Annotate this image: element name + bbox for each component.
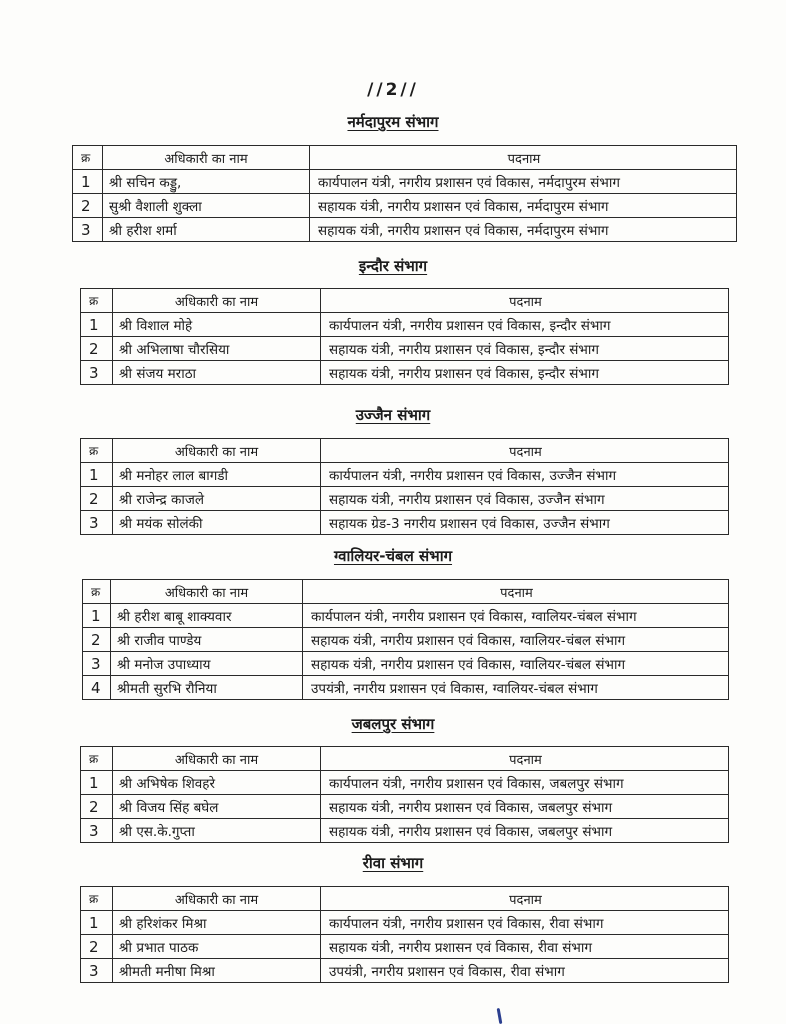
- designation-cell: कार्यपालन यंत्री, नगरीय प्रशासन एवं विकास, ग्वालियर-चंबल संभाग: [303, 604, 729, 628]
- table-row: [81, 935, 729, 959]
- officer-name-cell: श्री राजेन्द्र काजले: [113, 487, 321, 511]
- designation-cell: उपयंत्री, नगरीय प्रशासन एवं विकास, ग्वालियर-चंबल संभाग: [303, 676, 729, 700]
- section-title: ग्वालियर-चंबल संभाग: [333, 547, 453, 565]
- serial-cell: 4: [83, 676, 111, 700]
- officer-name-cell: श्री हरीश शर्मा: [103, 218, 310, 242]
- section-title: रीवा संभाग: [362, 854, 424, 872]
- designation-cell: सहायक यंत्री, नगरीय प्रशासन एवं विकास, ग्वालियर-चंबल संभाग: [303, 652, 729, 676]
- designation-cell: सहायक यंत्री, नगरीय प्रशासन एवं विकास, रीवा संभाग: [321, 935, 729, 959]
- header-serial: क्र: [81, 747, 113, 771]
- section-title: जबलपुर संभाग: [351, 715, 435, 733]
- serial-cell: 1: [83, 604, 111, 628]
- serial-cell: 1: [81, 313, 113, 337]
- table-header-row: [81, 887, 729, 911]
- table-row: [81, 337, 729, 361]
- table-row: [81, 795, 729, 819]
- header-serial: क्र: [81, 887, 113, 911]
- officer-name-cell: सुश्री वैशाली शुक्ला: [103, 194, 310, 218]
- table-header-row: [81, 747, 729, 771]
- table-row: [73, 218, 737, 242]
- table-header-row: [81, 439, 729, 463]
- designation-cell: कार्यपालन यंत्री, नगरीय प्रशासन एवं विकास, रीवा संभाग: [321, 911, 729, 935]
- designation-cell: कार्यपालन यंत्री, नगरीय प्रशासन एवं विकास, जबलपुर संभाग: [321, 771, 729, 795]
- table-row: [83, 676, 729, 700]
- serial-cell: 3: [81, 959, 113, 983]
- table-row: [73, 194, 737, 218]
- header-serial: क्र: [81, 439, 113, 463]
- designation-cell: सहायक यंत्री, नगरीय प्रशासन एवं विकास, ग्वालियर-चंबल संभाग: [303, 628, 729, 652]
- serial-cell: 2: [73, 194, 103, 218]
- table-row: [83, 628, 729, 652]
- table-row: [73, 170, 737, 194]
- officer-name-cell: श्री विशाल मोहे: [113, 313, 321, 337]
- header-designation: पदनाम: [303, 580, 729, 604]
- designation-cell: सहायक यंत्री, नगरीय प्रशासन एवं विकास, नर्मदापुरम संभाग: [310, 194, 737, 218]
- officer-table: [80, 886, 729, 983]
- officer-name-cell: श्री सचिन कड्डु,: [103, 170, 310, 194]
- officer-name-cell: श्री प्रभात पाठक: [113, 935, 321, 959]
- designation-cell: सहायक यंत्री, नगरीय प्रशासन एवं विकास, इन्दौर संभाग: [321, 361, 729, 385]
- table-header-row: [81, 289, 729, 313]
- officer-name-cell: श्री हरिशंकर मिश्रा: [113, 911, 321, 935]
- header-serial: क्र: [83, 580, 111, 604]
- table-row: [81, 313, 729, 337]
- officer-table: [80, 746, 729, 843]
- serial-cell: 3: [83, 652, 111, 676]
- header-designation: पदनाम: [321, 747, 729, 771]
- table-row: [81, 511, 729, 535]
- header-officer-name: अधिकारी का नाम: [113, 439, 321, 463]
- header-designation: पदनाम: [310, 146, 737, 170]
- designation-cell: सहायक यंत्री, नगरीय प्रशासन एवं विकास, इन्दौर संभाग: [321, 337, 729, 361]
- table-row: [81, 911, 729, 935]
- designation-cell: कार्यपालन यंत्री, नगरीय प्रशासन एवं विकास, इन्दौर संभाग: [321, 313, 729, 337]
- page-number: //2//: [367, 80, 419, 100]
- officer-name-cell: श्री राजीव पाण्डेय: [111, 628, 303, 652]
- header-designation: पदनाम: [321, 887, 729, 911]
- table-row: [83, 652, 729, 676]
- officer-name-cell: श्री एस.के.गुप्ता: [113, 819, 321, 843]
- ink-pen-mark: [497, 1008, 503, 1024]
- officer-name-cell: श्री मनोज उपाध्याय: [111, 652, 303, 676]
- officer-name-cell: श्री हरीश बाबू शाक्यवार: [111, 604, 303, 628]
- header-officer-name: अधिकारी का नाम: [113, 289, 321, 313]
- officer-name-cell: श्री अभिषेक शिवहरे: [113, 771, 321, 795]
- table-header-row: [73, 146, 737, 170]
- serial-cell: 1: [81, 911, 113, 935]
- officer-table: [80, 288, 729, 385]
- table-row: [81, 361, 729, 385]
- designation-cell: कार्यपालन यंत्री, नगरीय प्रशासन एवं विकास, नर्मदापुरम संभाग: [310, 170, 737, 194]
- section-title: उज्जैन संभाग: [355, 406, 431, 424]
- serial-cell: 2: [81, 935, 113, 959]
- officer-name-cell: श्री अभिलाषा चौरसिया: [113, 337, 321, 361]
- designation-cell: सहायक ग्रेड-3 नगरीय प्रशासन एवं विकास, उज्जैन संभाग: [321, 511, 729, 535]
- officer-name-cell: श्री मयंक सोलंकी: [113, 511, 321, 535]
- header-designation: पदनाम: [321, 439, 729, 463]
- designation-cell: कार्यपालन यंत्री, नगरीय प्रशासन एवं विकास, उज्जैन संभाग: [321, 463, 729, 487]
- serial-cell: 3: [81, 361, 113, 385]
- officer-table: [72, 145, 737, 242]
- designation-cell: सहायक यंत्री, नगरीय प्रशासन एवं विकास, नर्मदापुरम संभाग: [310, 218, 737, 242]
- table-row: [81, 487, 729, 511]
- table-row: [81, 771, 729, 795]
- officer-name-cell: श्री मनोहर लाल बागडी: [113, 463, 321, 487]
- serial-cell: 3: [73, 218, 103, 242]
- designation-cell: उपयंत्री, नगरीय प्रशासन एवं विकास, रीवा संभाग: [321, 959, 729, 983]
- serial-cell: 2: [81, 487, 113, 511]
- section-title: नर्मदापुरम संभाग: [347, 113, 439, 131]
- table-row: [81, 463, 729, 487]
- serial-cell: 2: [81, 337, 113, 361]
- officer-name-cell: श्रीमती सुरभि रौनिया: [111, 676, 303, 700]
- officer-table: [82, 579, 729, 700]
- designation-cell: सहायक यंत्री, नगरीय प्रशासन एवं विकास, जबलपुर संभाग: [321, 819, 729, 843]
- header-serial: क्र: [81, 289, 113, 313]
- header-officer-name: अधिकारी का नाम: [111, 580, 303, 604]
- officer-table: [80, 438, 729, 535]
- serial-cell: 1: [81, 771, 113, 795]
- header-officer-name: अधिकारी का नाम: [113, 747, 321, 771]
- header-serial: क्र: [73, 146, 103, 170]
- header-designation: पदनाम: [321, 289, 729, 313]
- table-row: [83, 604, 729, 628]
- serial-cell: 2: [83, 628, 111, 652]
- table-header-row: [83, 580, 729, 604]
- header-officer-name: अधिकारी का नाम: [103, 146, 310, 170]
- table-row: [81, 959, 729, 983]
- serial-cell: 1: [73, 170, 103, 194]
- serial-cell: 3: [81, 511, 113, 535]
- officer-name-cell: श्री संजय मराठा: [113, 361, 321, 385]
- serial-cell: 1: [81, 463, 113, 487]
- designation-cell: सहायक यंत्री, नगरीय प्रशासन एवं विकास, जबलपुर संभाग: [321, 795, 729, 819]
- serial-cell: 2: [81, 795, 113, 819]
- officer-name-cell: श्रीमती मनीषा मिश्रा: [113, 959, 321, 983]
- table-row: [81, 819, 729, 843]
- header-officer-name: अधिकारी का नाम: [113, 887, 321, 911]
- serial-cell: 3: [81, 819, 113, 843]
- officer-name-cell: श्री विजय सिंह बघेल: [113, 795, 321, 819]
- designation-cell: सहायक यंत्री, नगरीय प्रशासन एवं विकास, उज्जैन संभाग: [321, 487, 729, 511]
- section-title: इन्दौर संभाग: [358, 257, 428, 275]
